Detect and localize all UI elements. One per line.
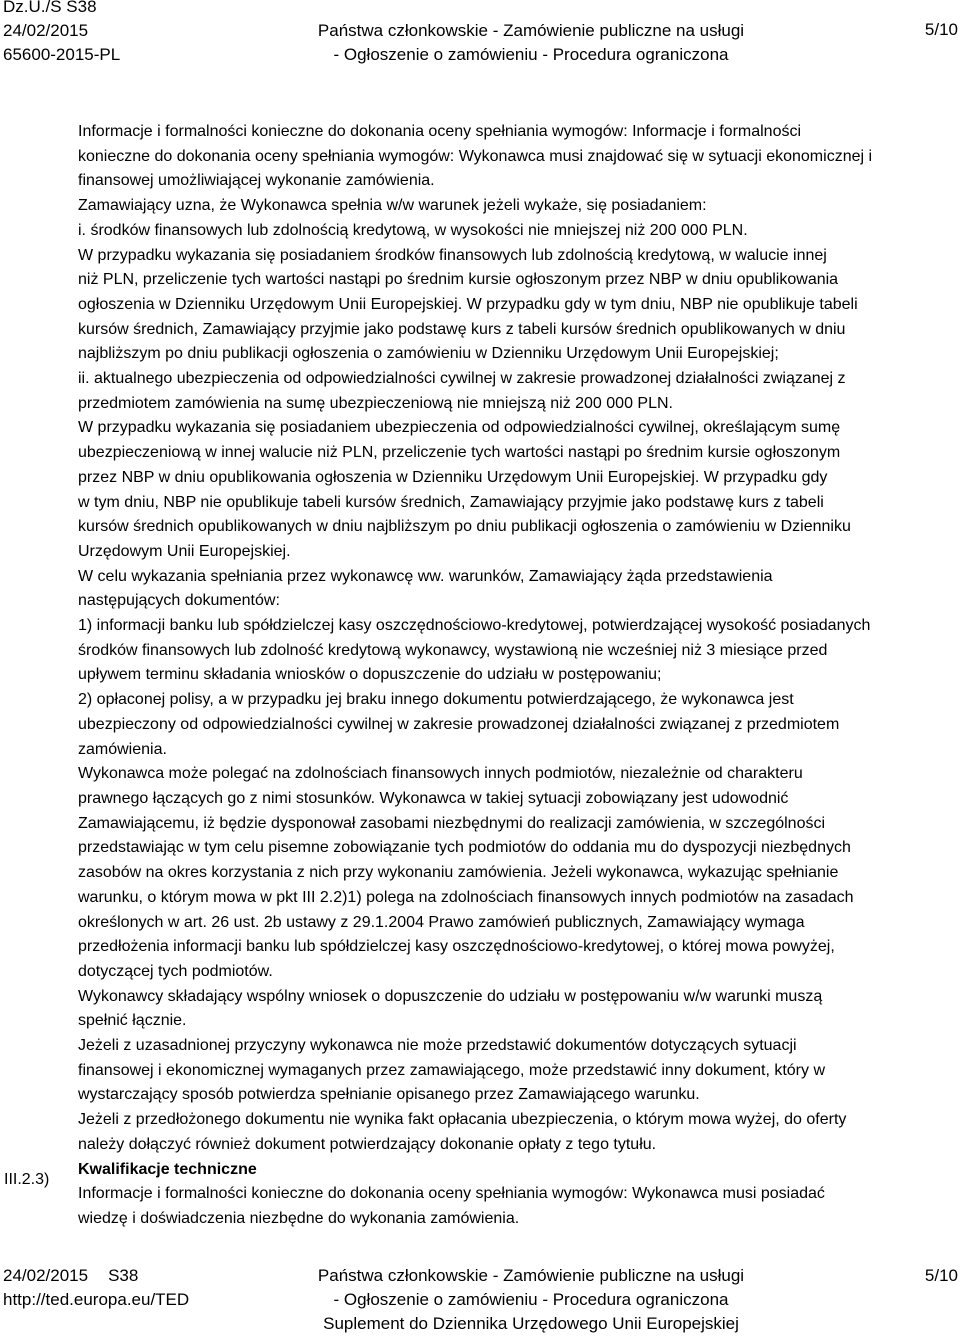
body-text-line: ii. aktualnego ubezpieczenia od odpowiedzialności cywilnej w zakresie prowadzonej działalności związanej z [78,370,846,388]
body-text-line: W przypadku wykazania się posiadaniem środków finansowych lub zdolnością kredytową, w walucie innej [78,246,827,264]
body-text-line: i. środków finansowych lub zdolnością kredytową, w wysokości nie mniejszej niż 200 000 PLN. [78,221,748,239]
body-text-line: kursów średnich, Zamawiający przyjmie jako podstawę kurs z tabeli kursów średnich opublikowanych w dniu [78,320,846,338]
body-text-line: konieczne do dokonania oceny spełniania wymogów: Wykonawca musi znajdować się w sytuacji ekonomicznej i [78,147,873,165]
body-text-line: należy dołączyć również dokument potwierdzający dokonanie opłaty z tego tytułu. [78,1135,657,1153]
section-title: Kwalifikacje techniczne [78,1160,257,1178]
body-text-line: środków finansowych lub zdolność kredytową wykonawcy, wystawioną nie wcześniej niż 3 miesiące przed [78,641,828,659]
body-text-line: W celu wykazania spełniania przez wykonawcę ww. warunków, Zamawiający żąda przedstawienia [78,567,773,585]
footer-issue: S38 [108,1266,139,1285]
header-center [0,0,960,67]
journal-reference: Dz.U./S S38 [3,0,97,16]
body-text-line: dotyczącej tych podmiotów. [78,962,273,980]
body-text-line: przedłożenia informacji banku lub spółdzielczej kasy oszczędnościowo-kredytowej, o której mowa powyżej, [78,938,835,956]
body-text-line: ubezpieczony od odpowiedzialności cywilnej w zakresie prowadzonej działalności związanej z przedmiotem [78,715,840,733]
body-text-line: 1) informacji banku lub spółdzielczej kasy oszczędnościowo-kredytowej, potwierdzającej wysokość posiadanych [78,617,871,635]
section-text-line: wiedzę i doświadczenia niezbędne do wykonania zamówienia. [78,1209,520,1227]
body-text-line: warunku, o którym mowa w pkt III 2.2)1) polega na zdolnościach finansowych innych podmiotów na zasadach [78,888,854,906]
body-text-line: finansowej i ekonomicznej wymaganych przez zamawiającego, może przedstawić inny dokument, który w [78,1061,825,1079]
body-text-line: następujących dokumentów: [78,592,280,610]
body-text-line: Wykonawca może polegać na zdolnościach finansowych innych podmiotów, niezależnie od charakteru [78,765,803,783]
body-text-line: kursów średnich opublikowanych w dniu najbliższym po dniu publikacji ogłoszenia o zamówieniu w Dzienniku [78,518,851,536]
body-text-line: w tym dniu, NBP nie opublikuje tabeli kursów średnich, Zamawiający przyjmie jako podstawę kurs z tabeli [78,493,824,511]
footer-url: http://ted.europa.eu/TED [3,1290,190,1309]
body-text-line: upływem terminu składania wniosków o dopuszczenie do udziału w postępowaniu; [78,666,662,684]
footer-subtitle: - Ogłoszenie o zamówieniu - Procedura ograniczona [333,1290,729,1309]
body-text-line: zasobów na okres korzystania z nich przy wykonaniu zamówienia. Jeżeli wykonawca, wykazując spełnianie [78,864,839,882]
body-text-line: niż PLN, przeliczenie tych wartości nastąpi po średnim kursie ogłoszonym przez NBP w dniu opublikowania [78,271,839,289]
body-text-line: Zamawiającemu, iż będzie dysponował zasobami niezbędnymi do realizacji zamówienia, w szczególności [78,814,826,832]
footer-supplement: Suplement do Dziennika Urzędowego Unii Europejskiej [323,1314,739,1333]
body-text-line: zamówienia. [78,740,167,758]
body-text-line: ogłoszenia w Dzienniku Urzędowym Unii Europejskiej. W przypadku gdy w tym dniu, NBP nie opublikuje tabeli [78,295,858,313]
footer-title: Państwa członkowskie - Zamówienie publiczne na usługi [317,1266,745,1285]
header-title: Państwa członkowskie - Zamówienie publiczne na usługi [317,21,745,40]
body-text-line: przedmiotem zamówienia na sumę ubezpieczeniową nie mniejszą niż 200 000 PLN. [78,394,673,412]
body-text-line: Zamawiający uzna, że Wykonawca spełnia w/w warunek jeżeli wykaże, się posiadaniem: [78,197,707,215]
body-text-line: prawnego łączących go z nimi stosunków. Wykonawca w takiej sytuacji zobowiązany jest udowodnić [78,789,789,807]
body-text-line: najbliższym po dniu publikacji ogłoszenia o zamówieniu w Dzienniku Urzędowym Unii Europejskiej; [78,345,779,363]
header-subtitle: - Ogłoszenie o zamówieniu - Procedura ograniczona [333,45,729,64]
body-text-line: Wykonawcy składający wspólny wniosek o dopuszczenie do udziału w postępowaniu w/w warunki muszą [78,987,823,1005]
body-text-line: finansowej umożliwiającej wykonanie zamówienia. [78,172,435,190]
body-text-line: Jeżeli z uzasadnionej przyczyny wykonawca nie może przedstawić dokumentów dotyczących sytuacji [78,1037,797,1055]
body-text-line: wystarczający sposób potwierdza spełnianie opisanego przez Zamawiającego warunku. [78,1086,700,1104]
body-text-line: Jeżeli z przedłożonego dokumentu nie wynika fakt opłacania ubezpieczenia, o którym mowa wyżej, do oferty [78,1111,847,1129]
body-paragraph [78,120,958,1158]
body-text-line: przez NBP w dniu opublikowania ogłoszenia w Dzienniku Urzędowym Unii Europejskiej. W przypadku gdy [78,468,828,486]
footer-center [0,1264,960,1336]
header-date: 24/02/2015 [3,21,89,40]
footer-date: 24/02/2015 [3,1266,89,1285]
section-text-line: Informacje i formalności konieczne do dokonania oceny spełniania wymogów: Wykonawca musi posiadać [78,1185,825,1203]
body-text-line: przedstawiając w tym celu pisemne zobowiązanie tych podmiotów do oddania mu do dyspozycji niezbędnych [78,839,851,857]
section-number: III.2.3) [4,1171,50,1188]
notice-number: 65600-2015-PL [3,45,121,64]
body-text-line: określonych w art. 26 ust. 2b ustawy z 29.1.2004 Prawo zamówień publicznych, Zamawiający wymaga [78,913,805,931]
body-text-line: W przypadku wykazania się posiadaniem ubezpieczenia od odpowiedzialności cywilnej, określającym sumę [78,419,841,437]
body-text-line: 2) opłaconej polisy, a w przypadku jej braku innego dokumentu potwierdzającego, że wykonawca jest [78,691,794,709]
document-body [78,120,958,1232]
body-text-line: ubezpieczeniową w innej walucie niż PLN, przeliczenie tych wartości nastąpi po średnim kursie ogłoszonym [78,444,841,462]
body-text-line: Urzędowym Unii Europejskiej. [78,542,291,560]
body-text-line: Informacje i formalności konieczne do dokonania oceny spełniania wymogów: Informacje i formalności [78,123,802,140]
header-page-number: 5/10 [924,20,958,39]
body-text-line: spełnić łącznie. [78,1012,187,1030]
footer-page-number: 5/10 [924,1266,958,1285]
